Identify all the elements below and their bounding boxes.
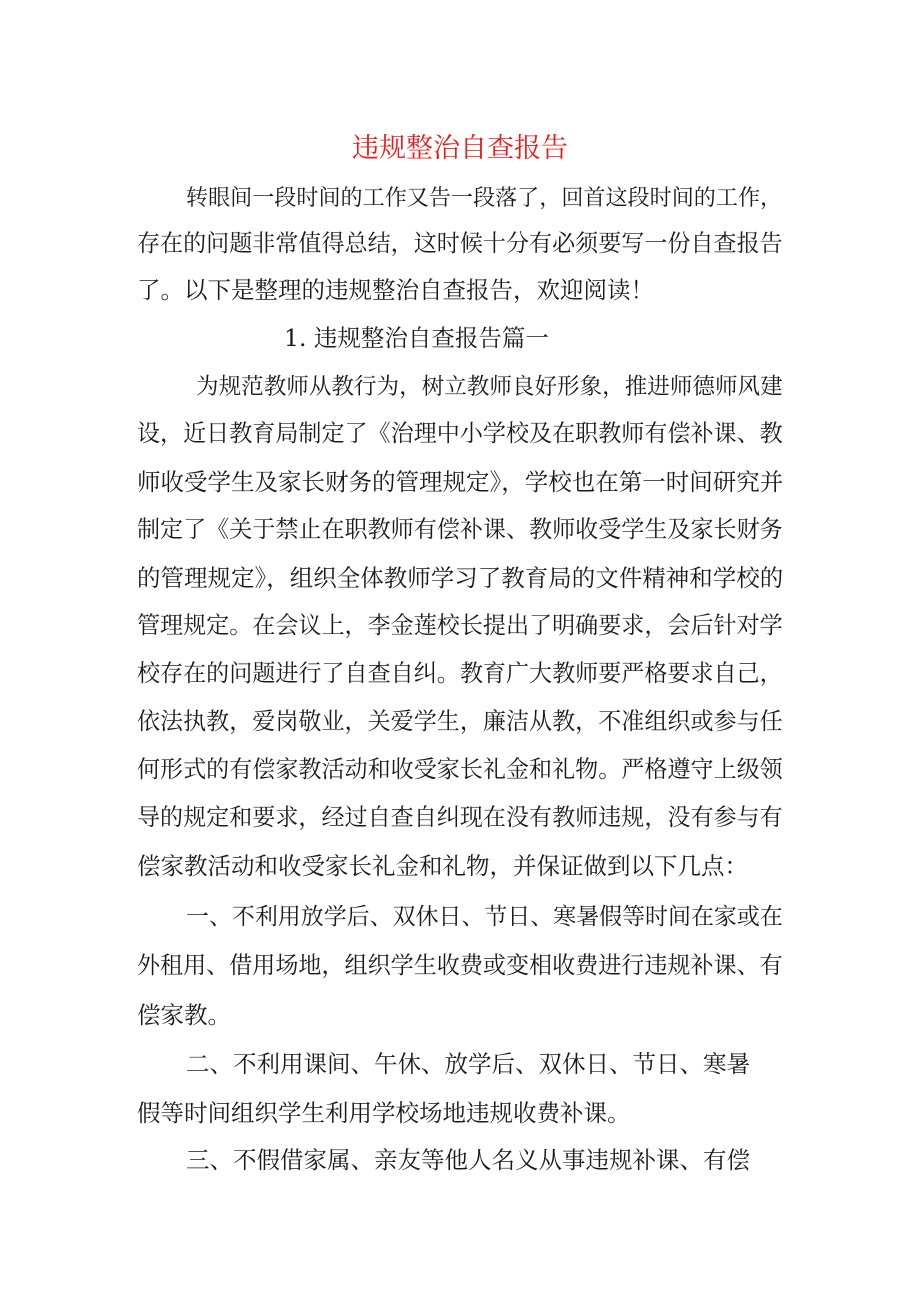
body-line: 设，近日教育局制定了《治理中小学校及在职教师有偿补课、教 xyxy=(137,421,783,447)
point-line: 偿家教。 xyxy=(137,1001,231,1029)
body-line: 导的规定和要求，经过自查自纠现在没有教师违规，没有参与有 xyxy=(137,805,783,831)
intro-line: 存在的问题非常值得总结，这时候十分有必须要写一份自查报告 xyxy=(137,231,783,257)
point-line: 假等时间组织学生利用学校场地违规收费补课。 xyxy=(137,1099,631,1127)
body-line: 偿家教活动和收受家长礼金和礼物，并保证做到以下几点： xyxy=(137,852,748,880)
section-heading: 1. 违规整治自查报告篇一 xyxy=(284,324,549,352)
body-line: 为规范教师从教行为，树立教师良好形象，推进师德师风建 xyxy=(196,374,783,400)
point-line: 二、不利用课间、午休、放学后、双休日、节日、寒暑 xyxy=(186,1050,750,1078)
body-line: 制定了《关于禁止在职教师有偿补课、教师收受学生及家长财务 xyxy=(137,517,783,543)
point-line: 三、不假借家属、亲友等他人名义从事违规补课、有偿 xyxy=(186,1146,750,1174)
body-line: 何形式的有偿家教活动和收受家长礼金和礼物。严格遵守上级领 xyxy=(137,757,783,783)
point-line: 外租用、借用场地，组织学生收费或变相收费进行违规补课、有 xyxy=(137,953,783,979)
body-line: 依法执教，爱岗敬业，关爱学生，廉洁从教，不准组织或参与任 xyxy=(137,709,783,735)
body-line: 管理规定。在会议上，李金莲校长提出了明确要求，会后针对学 xyxy=(137,613,783,639)
intro-line: 了。以下是整理的违规整治自查报告，欢迎阅读！ xyxy=(137,276,654,304)
body-line: 师收受学生及家长财务的管理规定》，学校也在第一时间研究并 xyxy=(137,468,784,496)
intro-line: 转眼间一段时间的工作又告一段落了，回首这段时间的工作， xyxy=(186,185,783,211)
body-line: 的管理规定》，组织全体教师学习了教育局的文件精神和学校的 xyxy=(137,564,784,592)
point-line: 一、不利用放学后、双休日、节日、寒暑假等时间在家或在 xyxy=(186,904,783,930)
body-line: 校存在的问题进行了自查自纠。教育广大教师要严格要求自己， xyxy=(137,661,783,687)
document-title: 违规整治自查报告 xyxy=(352,133,568,164)
